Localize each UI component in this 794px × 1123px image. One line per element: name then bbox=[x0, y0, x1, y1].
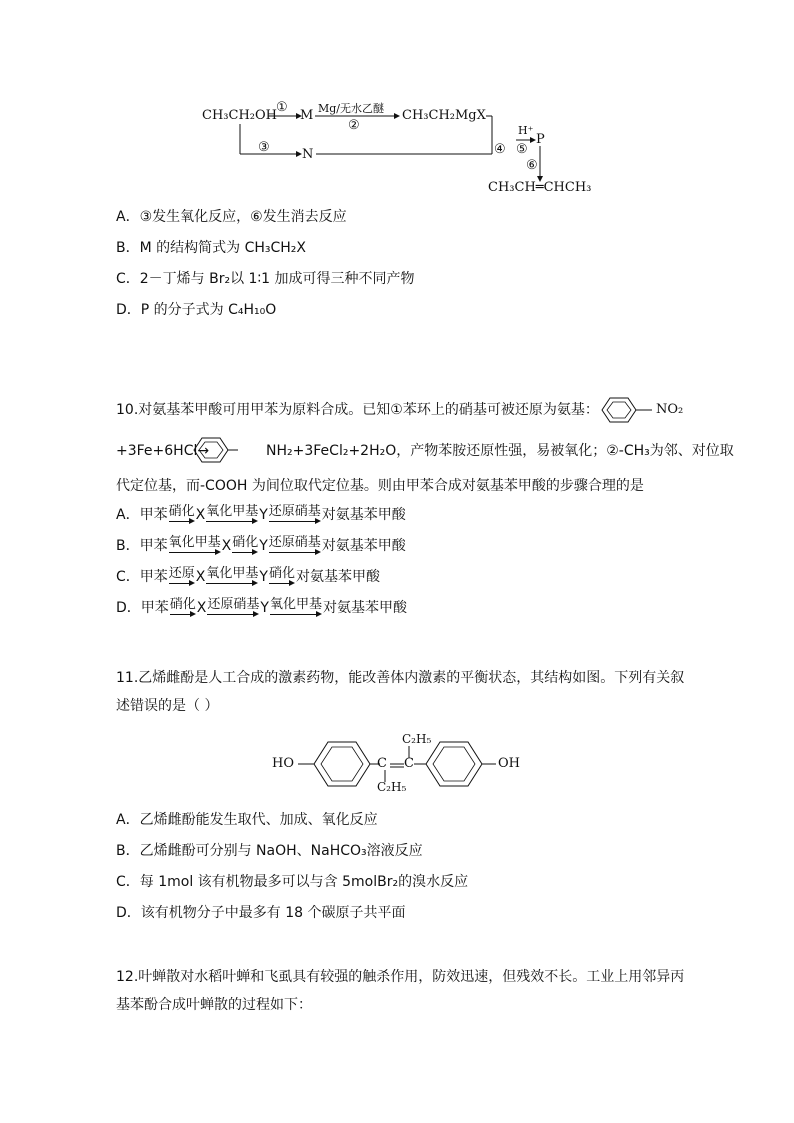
q10-a-prefix: A．甲苯 bbox=[116, 507, 168, 523]
q10-line1-text: 10.对氨基苯甲酸可用甲苯为原料合成。已知①苯环上的硝基可被还原为氨基： bbox=[116, 402, 599, 418]
q9-product: CH₃CH═CHCH₃ bbox=[488, 180, 592, 195]
q11-option-d: D．该有机物分子中最多有 18 个碳原子共平面 bbox=[116, 905, 406, 921]
arrow bbox=[170, 612, 196, 618]
q10-c-m1: X bbox=[195, 569, 206, 585]
q10-c-prefix: C．甲苯 bbox=[116, 569, 168, 585]
left-ring-inner bbox=[321, 747, 363, 781]
q11-ho: HO bbox=[272, 756, 294, 771]
benzene-inner bbox=[607, 402, 631, 418]
arrow bbox=[270, 612, 322, 618]
right-ring bbox=[426, 742, 482, 786]
q10-a-step1 bbox=[168, 504, 196, 525]
q9-option-d: D．P 的分子式为 C₄H₁₀O bbox=[116, 302, 277, 318]
q10-b-m2: Y bbox=[259, 538, 268, 554]
q10-a-m2: Y bbox=[259, 507, 268, 523]
q10-d-end: 对氨基苯甲酸 bbox=[322, 600, 407, 616]
q10-b-s1: 氧化甲基 bbox=[168, 535, 221, 550]
q10-option-c bbox=[116, 566, 380, 587]
q10-option-d bbox=[116, 597, 407, 618]
q10-b-step2 bbox=[231, 535, 259, 556]
q11-option-c: C．每 1mol 该有机物最多可以与含 5molBr₂的溴水反应 bbox=[116, 874, 469, 890]
arrow bbox=[207, 612, 259, 618]
q9-option-b: B．M 的结构简式为 CH₃CH₂X bbox=[116, 240, 307, 256]
q10-b-end: 对氨基苯甲酸 bbox=[321, 538, 406, 554]
q10-d-s1: 硝化 bbox=[169, 597, 196, 612]
q10-a-s2: 氧化甲基 bbox=[206, 504, 259, 519]
q10-line1 bbox=[116, 400, 599, 420]
q10-line2b: NH₂+3FeCl₂+2H₂O，产物苯胺还原性强，易被氧化；②-CH₃为邻、对位取 bbox=[266, 443, 734, 459]
q11-et-bottom: C₂H₅ bbox=[377, 780, 407, 794]
arrow bbox=[206, 519, 258, 525]
q9-start: CH₃CH₂OH bbox=[202, 108, 277, 123]
arrow bbox=[269, 519, 321, 525]
q10-b-step1 bbox=[168, 535, 222, 556]
q10-d-step1 bbox=[169, 597, 197, 618]
q10-line3: 代定位基，而-COOH 为间位取代定位基。则由甲苯合成对氨基苯甲酸的步骤合理的是 bbox=[116, 478, 644, 494]
q9-option-a: A．③发生氧化反应，⑥发生消去反应 bbox=[116, 209, 347, 225]
q9-step3: ③ bbox=[258, 140, 270, 155]
q10-b-step3 bbox=[268, 535, 322, 556]
q10-line2a: +3Fe+6HCl→ bbox=[116, 443, 210, 459]
q10-c-end: 对氨基苯甲酸 bbox=[295, 569, 380, 585]
arrow bbox=[232, 550, 258, 556]
q10-d-m2: Y bbox=[260, 600, 269, 616]
q9-hplus: H⁺ bbox=[518, 124, 534, 137]
q10-option-b bbox=[116, 535, 406, 556]
q12-line2: 基苯酚合成叶蝉散的过程如下： bbox=[116, 997, 312, 1013]
aniline-inner bbox=[199, 442, 223, 458]
q11-c1: C bbox=[377, 756, 387, 771]
q10-c-s3: 硝化 bbox=[268, 566, 295, 581]
q10-a-s3: 还原硝基 bbox=[268, 504, 321, 519]
q10-d-step3 bbox=[269, 597, 323, 618]
arrow bbox=[169, 581, 195, 587]
q12-line1: 12.叶蝉散对水稻叶蝉和飞虱具有较强的触杀作用，防效迅速，但残效不长。工业上用邻异丙 bbox=[116, 969, 685, 985]
q10-a-end: 对氨基苯甲酸 bbox=[321, 507, 406, 523]
q11-option-b: B．乙烯雌酚可分别与 NaOH、NaHCO₃溶液反应 bbox=[116, 843, 423, 859]
arrow bbox=[169, 550, 221, 556]
q11-oh: OH bbox=[498, 756, 520, 771]
q9-p: P bbox=[536, 132, 545, 147]
q10-c-m2: Y bbox=[259, 569, 268, 585]
q10-b-prefix: B．甲苯 bbox=[116, 538, 168, 554]
q9-option-c: C．2－丁烯与 Br₂以 1∶1 加成可得三种不同产物 bbox=[116, 271, 415, 287]
q11-option-a: A．乙烯雌酚能发生取代、加成、氧化反应 bbox=[116, 812, 378, 828]
right-ring-inner bbox=[433, 747, 475, 781]
arrow-2-head bbox=[394, 113, 400, 119]
q9-step1: ① bbox=[276, 100, 288, 115]
q10-b-m1: X bbox=[221, 538, 232, 554]
q10-a-step3 bbox=[268, 504, 322, 525]
arrow bbox=[169, 519, 195, 525]
q9-grignard: CH₃CH₂MgX bbox=[402, 108, 486, 123]
q10-c-step3 bbox=[268, 566, 296, 587]
q11-line2: 述错误的是（ ） bbox=[116, 698, 219, 714]
q9-step5: ⑤ bbox=[516, 142, 528, 157]
q10-a-step2 bbox=[205, 504, 259, 525]
q10-d-s3: 氧化甲基 bbox=[269, 597, 322, 612]
q11-et-top: C₂H₅ bbox=[402, 732, 432, 746]
q10-c-step2 bbox=[205, 566, 259, 587]
q10-a-s1: 硝化 bbox=[168, 504, 195, 519]
q10-d-prefix: D．甲苯 bbox=[116, 600, 169, 616]
q9-reagent2: Mg/无水乙醚 bbox=[318, 102, 385, 115]
q10-option-a bbox=[116, 504, 406, 525]
aniline-structure bbox=[188, 434, 248, 466]
q10-b-s2: 硝化 bbox=[232, 535, 259, 550]
q9-step2: ② bbox=[348, 118, 360, 133]
q11-c2: C bbox=[404, 756, 414, 771]
q11-line1: 11.乙烯雌酚是人工合成的激素药物，能改善体内激素的平衡状态，其结构如图。下列有关叙 bbox=[116, 670, 685, 686]
q10-d-s2: 还原硝基 bbox=[207, 597, 260, 612]
arrow bbox=[269, 550, 321, 556]
q10-d-step2 bbox=[206, 597, 260, 618]
arrow bbox=[269, 581, 295, 587]
q9-m: M bbox=[300, 108, 314, 123]
q9-step6: ⑥ bbox=[526, 158, 538, 173]
q10-c-s1: 还原 bbox=[168, 566, 195, 581]
q10-a-m1: X bbox=[195, 507, 206, 523]
q10-b-s3: 还原硝基 bbox=[268, 535, 321, 550]
left-ring bbox=[314, 742, 370, 786]
q10-c-step1 bbox=[168, 566, 196, 587]
q9-n: N bbox=[302, 147, 314, 162]
q9-step4: ④ bbox=[494, 142, 506, 157]
q10-d-m1: X bbox=[196, 600, 207, 616]
q10-c-s2: 氧化甲基 bbox=[206, 566, 259, 581]
q10-no2: NO₂ bbox=[656, 402, 684, 417]
arrow bbox=[206, 581, 258, 587]
